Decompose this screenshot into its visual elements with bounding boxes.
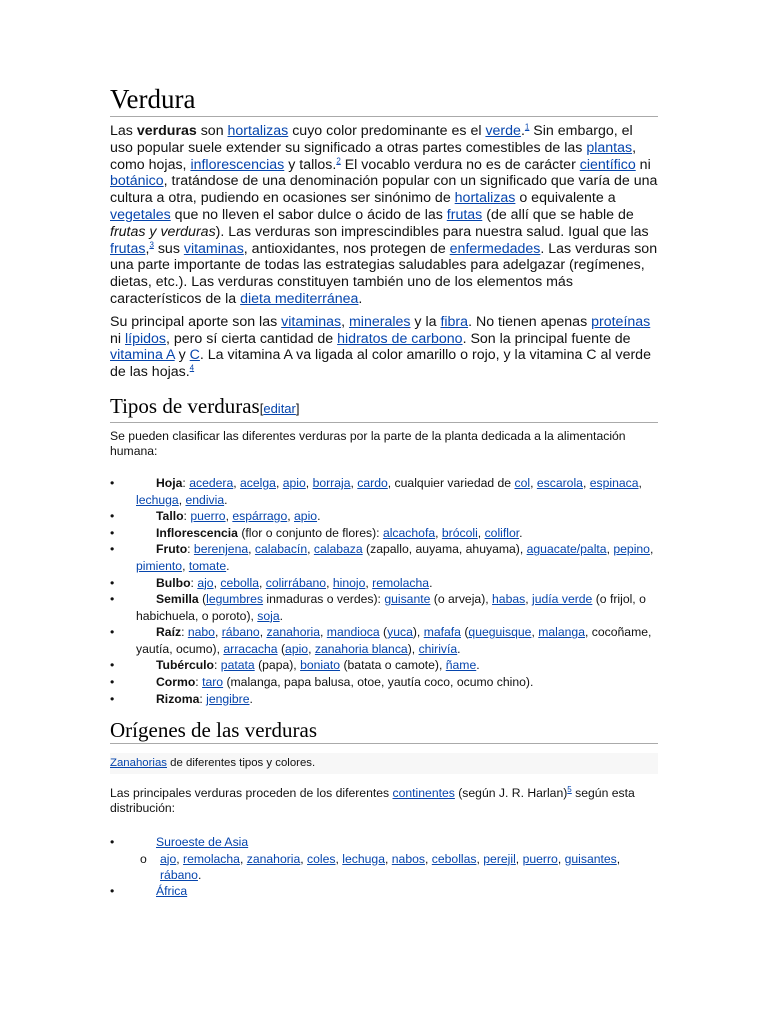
link-vegetales[interactable]: vegetales (110, 206, 171, 223)
term: Inflorescencia (156, 525, 238, 540)
text: (flor o conjunto de flores): (237, 525, 383, 540)
italic-text: frutas y verduras (110, 223, 216, 240)
link-chirivía[interactable]: chirivía (418, 641, 458, 656)
link-alcachofa[interactable]: alcachofa (382, 525, 436, 540)
text: (malanga, papa balusa, otoe, yautía coco, ocumo chino). (223, 675, 534, 690)
text: , (365, 575, 373, 590)
text: Las principales verduras proceden de los diferentes (110, 786, 393, 801)
text: . (249, 691, 253, 706)
link-lechuga[interactable]: lechuga (136, 492, 179, 507)
link-guisante[interactable]: guisante (384, 592, 431, 607)
text: , (424, 851, 432, 866)
edit-section (260, 401, 300, 416)
text: , (477, 525, 485, 540)
link-espinaca[interactable]: espinaca (589, 475, 639, 490)
bullet-icon: • (110, 658, 115, 673)
text: , (182, 558, 189, 573)
term: Semilla (156, 592, 199, 607)
link-arracacha[interactable]: arracacha (223, 641, 278, 656)
text: (zapallo, auyama, ahuyama), (362, 542, 527, 557)
text: , tratándose de una denominación popular con un significado que varía de una cultura a otra, pudiendo en ocasiones ser sinónimo de (110, 173, 658, 207)
text: . (457, 641, 461, 656)
text: son (196, 123, 228, 139)
term: Cormo (156, 675, 196, 690)
text: , (582, 475, 590, 490)
text: , (300, 851, 308, 866)
link-mafafa[interactable]: mafafa (423, 625, 461, 640)
text: . Son la principal fuente de (462, 330, 631, 347)
ref-4[interactable]: 4 (189, 363, 195, 373)
link-mandioca[interactable]: mandioca (326, 625, 380, 640)
text: , como hojas, (110, 139, 637, 173)
text: ni (635, 156, 651, 173)
link-calabaza[interactable]: calabaza (313, 542, 363, 557)
text: . (476, 658, 480, 673)
text: Su principal aporte son las (110, 313, 282, 330)
text: , (531, 625, 539, 640)
sub-bullet-icon: o (140, 851, 147, 866)
text: . (429, 575, 433, 590)
link-cebolla[interactable]: cebolla (220, 575, 259, 590)
list-item (110, 591, 658, 624)
ref-1[interactable]: 1 (524, 122, 530, 132)
link-acelga[interactable]: acelga (240, 475, 276, 490)
bullet-icon: • (110, 509, 115, 524)
text: . (279, 608, 284, 623)
link-nabo[interactable]: nabo (187, 625, 215, 640)
link-remolacha[interactable]: remolacha (372, 575, 430, 590)
link-colirrábano[interactable]: colirrábano (265, 575, 327, 590)
link-apio[interactable]: apio (285, 641, 309, 656)
link-escarola[interactable]: escarola (536, 475, 583, 490)
text: ). Las verduras son imprescindibles para nuestra salud. Igual que las (215, 223, 649, 240)
link-continentes[interactable]: continentes (392, 786, 455, 801)
bullet-icon: • (110, 575, 115, 590)
bullet-icon: • (110, 835, 115, 850)
text: , (649, 542, 654, 557)
bullet-icon: • (110, 691, 115, 706)
list-item (110, 525, 658, 542)
bullet-icon: • (110, 884, 115, 899)
text: , (341, 313, 349, 330)
region-sublist (112, 851, 658, 884)
text: , (638, 475, 642, 490)
page-title: Verdura (110, 82, 658, 117)
text: Las (110, 123, 137, 139)
region-item (110, 883, 658, 899)
link-puerro[interactable]: puerro (522, 851, 558, 866)
image-caption (110, 753, 658, 774)
text: inmaduras o verdes): (263, 592, 385, 607)
link-ajo[interactable]: ajo (160, 851, 177, 866)
text: , (287, 509, 295, 524)
list-item (110, 691, 658, 708)
text: según esta distribución: (110, 786, 635, 816)
text: , (606, 542, 614, 557)
term: Tubérculo (156, 658, 215, 673)
link-queguisque[interactable]: queguisque (468, 625, 532, 640)
link-zanahoria[interactable]: zanahoria (266, 625, 321, 640)
list-item (110, 657, 658, 674)
text: , (248, 542, 255, 557)
text: , (233, 475, 241, 490)
link-rábano[interactable]: rábano (160, 868, 198, 883)
text: ni (110, 330, 125, 347)
link-judía-verde[interactable]: judía verde (532, 592, 593, 607)
section-title: Tipos de verduras (110, 393, 260, 418)
region-item (110, 834, 658, 850)
origenes-intro (110, 786, 658, 816)
text: , (616, 851, 621, 866)
link-dieta-mediterranea[interactable]: dieta mediterránea (240, 290, 359, 307)
text: . (317, 509, 321, 524)
text: , (435, 525, 442, 540)
link-borraja[interactable]: borraja (312, 475, 351, 490)
text: , (525, 592, 533, 607)
link-lipidos[interactable]: lípidos (124, 330, 166, 347)
term: Hoja (156, 475, 183, 490)
text: , (275, 475, 283, 490)
link-hinojo[interactable]: hinojo (332, 575, 366, 590)
link-vitamina-a[interactable]: vitamina A (110, 347, 175, 364)
text: (o frijol, o habichuela, o poroto), (136, 592, 646, 623)
link-col[interactable]: col (514, 475, 531, 490)
link-cardo[interactable]: cardo (357, 475, 388, 490)
text: ), (407, 641, 419, 656)
term: Tallo (156, 509, 184, 524)
link-coles[interactable]: coles (307, 851, 336, 866)
link-soja[interactable]: soja (257, 608, 280, 623)
text: Sin embargo, el uso popular suele extender su significado a otras partes comestibles de las (110, 123, 633, 156)
list-item (110, 674, 658, 691)
text: : (190, 575, 198, 590)
text: , (259, 625, 267, 640)
link-hortalizas[interactable]: hortalizas (454, 190, 516, 207)
link-patata[interactable]: patata (220, 658, 255, 673)
intro-paragraph-1 (110, 123, 658, 308)
region-products (160, 851, 658, 884)
text: , (476, 851, 484, 866)
text: , pero sí cierta cantidad de (166, 330, 338, 347)
link-vitaminas[interactable]: vitaminas (281, 313, 342, 330)
link-plantas[interactable]: plantas (586, 139, 633, 156)
link-pimiento[interactable]: pimiento (136, 558, 183, 573)
bullet-icon: • (110, 542, 115, 557)
caption-text: de diferentes tipos y colores. (167, 757, 316, 770)
text: (según J. R. Harlan) (454, 786, 568, 801)
text: (de allí que se hable de (482, 206, 634, 223)
tipos-intro: Se pueden clasificar las diferentes verduras por la parte de la planta dedicada a la alimentación humana: (110, 428, 626, 458)
link-botanico[interactable]: botánico (110, 173, 164, 190)
link-fibra[interactable]: fibra (440, 313, 469, 330)
text: . Las verduras son una parte importante de todas las estrategias saludables para adelgazar (regímenes, dietas, etc.). Las verduras constituyen también uno de los elementos más característicos de la (110, 240, 658, 307)
text: : (214, 658, 221, 673)
list-item (110, 624, 658, 657)
text: , antioxidantes, nos protegen de (243, 240, 450, 257)
link-coliflor[interactable]: coliflor (484, 525, 520, 540)
link-vitaminas[interactable]: vitaminas (183, 240, 244, 257)
link-hidratos-de-carbono[interactable]: hidratos de carbono (337, 330, 463, 347)
list-item (110, 508, 658, 525)
text: ( (198, 592, 207, 607)
text: , (258, 575, 266, 590)
text: . (358, 290, 363, 307)
link-acedera[interactable]: acedera (189, 475, 234, 490)
link-suroeste-de-asia[interactable]: Suroeste de Asia (156, 835, 249, 850)
ref-5[interactable]: 5 (567, 785, 572, 795)
list-item (110, 475, 658, 508)
text: y tallos. (284, 156, 337, 173)
link-yuca[interactable]: yuca (387, 625, 413, 640)
text: sus (153, 240, 184, 257)
term: Rizoma (156, 691, 200, 706)
link-zanahoria-blanca[interactable]: zanahoria blanca (314, 641, 408, 656)
text: o equivalente a (515, 190, 616, 207)
link-verde[interactable]: verde (485, 123, 521, 139)
text: . La vitamina A va ligada al color amarillo o rojo, y la vitamina C al verde de las hojas. (110, 347, 651, 381)
text: y (174, 347, 190, 364)
link-calabacín[interactable]: calabacín (254, 542, 308, 557)
text: ), (412, 625, 424, 640)
link-minerales[interactable]: minerales (348, 313, 411, 330)
text: (o arveja), (430, 592, 493, 607)
term: Bulbo (156, 575, 191, 590)
link-frutas[interactable]: frutas (446, 206, 483, 223)
link-boniato[interactable]: boniato (300, 658, 341, 673)
link-vitamina-c[interactable]: C (189, 347, 200, 364)
link-legumbres[interactable]: legumbres (206, 592, 264, 607)
link-ñame[interactable]: ñame (445, 658, 477, 673)
text: , cualquier variedad de (387, 475, 515, 490)
link-enfermedades[interactable]: enfermedades (449, 240, 541, 257)
text: : (183, 509, 191, 524)
text: , (178, 492, 186, 507)
link-áfrica[interactable]: África (156, 884, 188, 899)
tipos-list (110, 475, 658, 707)
text: . No tienen apenas (468, 313, 592, 330)
link-inflorescencias[interactable]: inflorescencias (190, 156, 285, 173)
text: : (181, 625, 188, 640)
link-proteinas[interactable]: proteínas (591, 313, 651, 330)
link-pepino[interactable]: pepino (613, 542, 650, 557)
text: : (195, 675, 203, 690)
link-habas[interactable]: habas (492, 592, 526, 607)
text: (batata o camote), (340, 658, 446, 673)
bullet-icon: • (110, 525, 115, 540)
text: , (213, 575, 221, 590)
text: y la (410, 313, 441, 330)
text: , (335, 851, 343, 866)
list-item (110, 575, 658, 592)
link-espárrago[interactable]: espárrago (232, 509, 288, 524)
link-guisantes[interactable]: guisantes (564, 851, 617, 866)
ref-2[interactable]: 2 (336, 155, 341, 165)
link-tomate[interactable]: tomate (188, 558, 227, 573)
term: Raíz (156, 625, 182, 640)
bold-term: verduras (136, 123, 197, 139)
text: , (515, 851, 523, 866)
text: ( (379, 625, 388, 640)
text: . (519, 525, 523, 540)
link-berenjena[interactable]: berenjena (193, 542, 249, 557)
link-rábano[interactable]: rábano (221, 625, 260, 640)
link-remolacha[interactable]: remolacha (183, 851, 240, 866)
link-hortalizas[interactable]: hortalizas (227, 123, 289, 139)
text: , (214, 625, 222, 640)
intro-paragraph-2 (110, 314, 658, 381)
text: . (197, 868, 202, 883)
link-ajo[interactable]: ajo (197, 575, 214, 590)
bracket: [ (259, 400, 264, 416)
text: , (305, 475, 313, 490)
bracket: ] (295, 400, 300, 416)
link-puerro[interactable]: puerro (190, 509, 226, 524)
text: ( (460, 625, 469, 640)
text: , cocoñame, yautía, ocumo), (136, 625, 652, 656)
regions-list (110, 834, 658, 900)
link-frutas[interactable]: frutas (110, 240, 146, 257)
text: , (225, 509, 233, 524)
text: , (308, 641, 315, 656)
bullet-icon: • (110, 475, 115, 490)
text: , (176, 851, 184, 866)
text: . (520, 123, 525, 139)
text: , (384, 851, 392, 866)
term: Fruto (156, 542, 188, 557)
ref-3[interactable]: 3 (149, 239, 154, 249)
bullet-icon: • (110, 675, 115, 690)
link-malanga[interactable]: malanga (538, 625, 585, 640)
text: , (145, 240, 150, 257)
link-aguacate-palta[interactable]: aguacate/palta (526, 542, 607, 557)
link-brócoli[interactable]: brócoli (441, 525, 478, 540)
text: : (199, 691, 207, 706)
text: , (530, 475, 537, 490)
text: . (224, 492, 228, 507)
text: El vocablo verdura no es de carácter (340, 156, 580, 173)
link-apio[interactable]: apio (294, 509, 318, 524)
text: : (182, 475, 190, 490)
link-endivia[interactable]: endivia (185, 492, 225, 507)
text: , (320, 625, 327, 640)
article (110, 82, 658, 900)
list-item (110, 541, 658, 574)
text: (papa), (254, 658, 301, 673)
link-apio[interactable]: apio (282, 475, 306, 490)
text: , (350, 475, 358, 490)
text: , (307, 542, 314, 557)
bullet-icon: • (110, 592, 115, 607)
text: ( (277, 641, 286, 656)
text: , (557, 851, 565, 866)
link-lechuga[interactable]: lechuga (342, 851, 385, 866)
section-heading-tipos (110, 393, 658, 423)
link-jengibre[interactable]: jengibre (206, 691, 250, 706)
text: , (326, 575, 333, 590)
bullet-icon: • (110, 625, 115, 640)
link-taro[interactable]: taro (202, 675, 224, 690)
link-zanahoria[interactable]: zanahoria (246, 851, 301, 866)
text: : (187, 542, 194, 557)
link-perejil[interactable]: perejil (483, 851, 516, 866)
text: , (239, 851, 247, 866)
caption-link-zanahorias[interactable]: Zanahorias (110, 757, 167, 770)
edit-link[interactable]: editar (263, 400, 296, 416)
section-heading-origenes: Orígenes de las verduras (110, 717, 658, 744)
text: que no lleven el sabor dulce o ácido de las (170, 206, 447, 223)
link-cientifico[interactable]: científico (579, 156, 636, 173)
text: cuyo color predominante es el (288, 123, 486, 139)
link-nabos[interactable]: nabos (391, 851, 425, 866)
text: . (226, 558, 230, 573)
link-cebollas[interactable]: cebollas (431, 851, 477, 866)
